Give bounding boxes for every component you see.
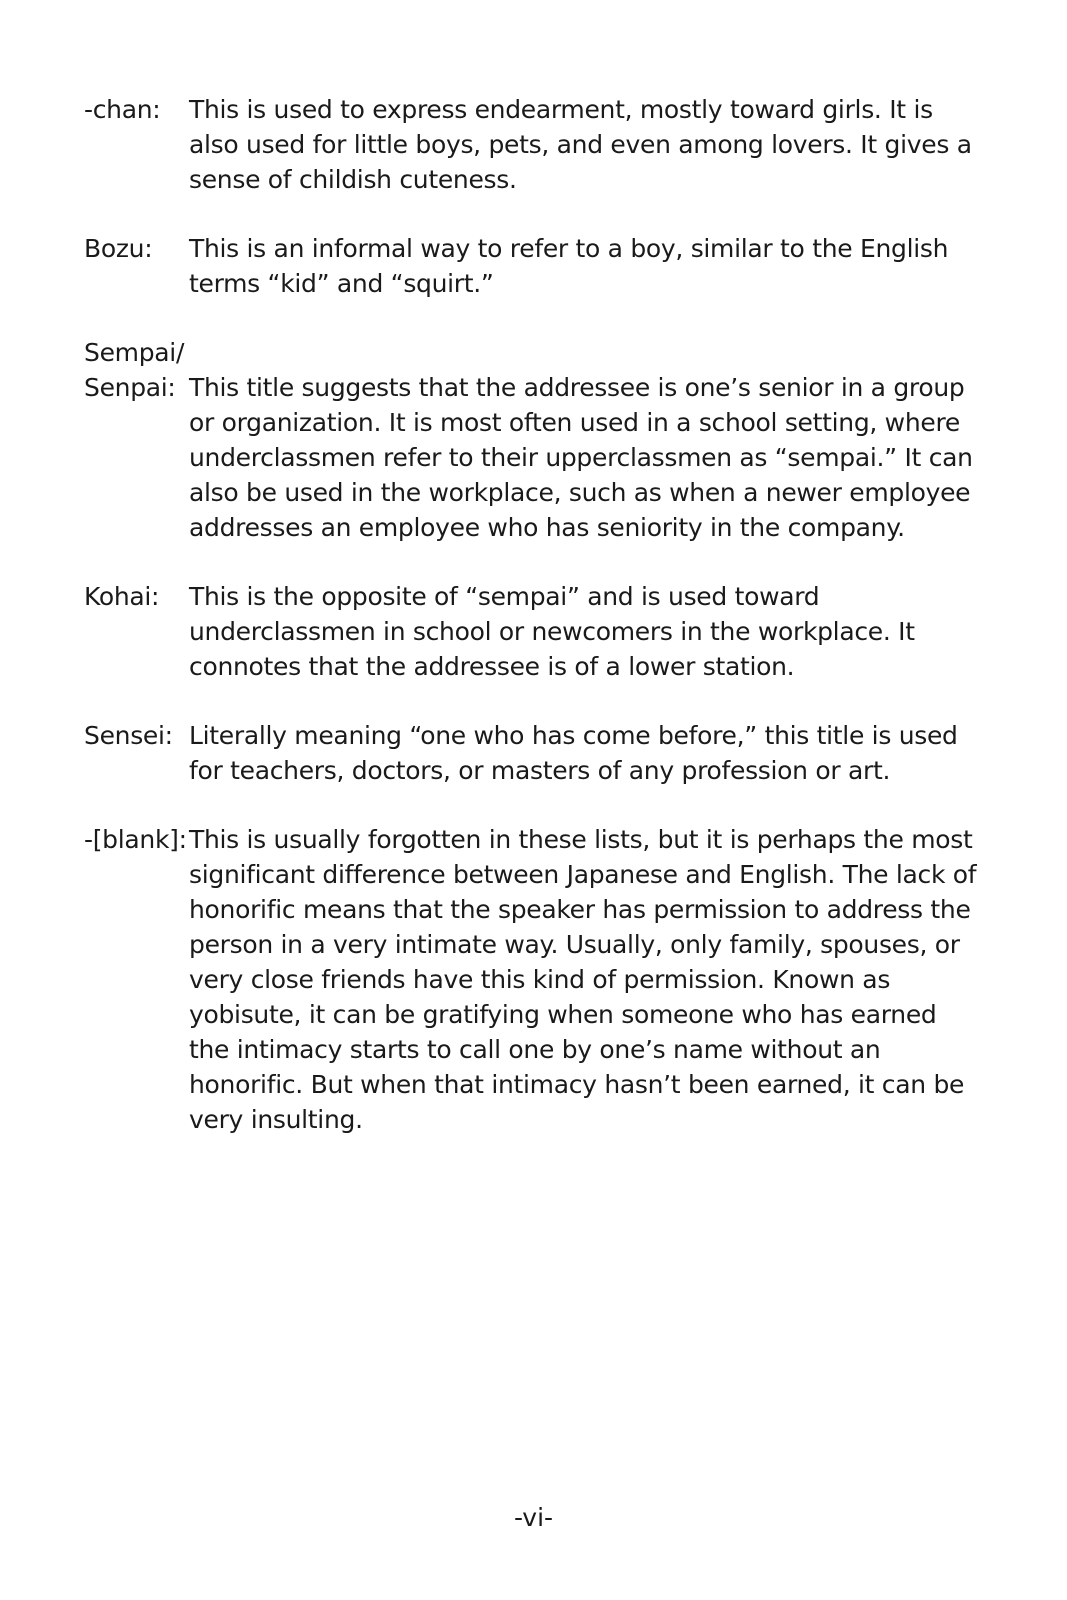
glossary-entry-sensei — [84, 718, 984, 788]
glossary-definition: This title suggests that the addressee is one’s senior in a group or organization. It is most often used in a school setting, where underclassmen refer to their upperclassmen as “sempai.” It can also be used in the workplace, such as when a newer employee addresses an employee who has seniority in the company. — [189, 373, 973, 542]
glossary-term: -chan: — [84, 95, 161, 124]
glossary-term: Senpai: — [84, 373, 176, 402]
glossary-term: Bozu: — [84, 234, 153, 263]
glossary-entry-senpai — [84, 335, 984, 545]
glossary-term: Sensei: — [84, 721, 173, 750]
glossary-entry-blank — [84, 822, 984, 1137]
glossary-entry-kohai — [84, 579, 984, 684]
glossary-entry-bozu — [84, 231, 984, 301]
glossary-definition: Literally meaning “one who has come before,” this title is used for teachers, doctors, or masters of any profession or art. — [189, 721, 958, 785]
glossary-definition: This is the opposite of “sempai” and is used toward underclassmen in school or newcomers in the workplace. It connotes that the addressee is of a lower station. — [189, 582, 915, 681]
glossary-term: -[blank]: — [84, 825, 187, 854]
glossary-term: Kohai: — [84, 582, 160, 611]
glossary-definition: This is used to express endearment, mostly toward girls. It is also used for little boys, pets, and even among lovers. It gives a sense of childish cuteness. — [189, 95, 972, 194]
page-number: -vi- — [513, 1503, 554, 1532]
glossary-entry-chan — [84, 92, 984, 197]
glossary-definition: This is usually forgotten in these lists, but it is perhaps the most significant difference between Japanese and English. The lack of honorific means that the speaker has permission to address the person in a very intimate way. Usually, only family, spouses, or very close friends have this kind of permission. Known as yobisute, it can be gratifying when someone who has earned the intimacy starts to call one by one’s name without an honorific. But when that intimacy hasn’t been earned, it can be very insulting. — [189, 825, 977, 1134]
glossary-term-alt: Sempai/ — [84, 338, 185, 367]
glossary-definition: This is an informal way to refer to a boy, similar to the English terms “kid” and “squirt.” — [189, 234, 949, 298]
honorifics-glossary — [84, 92, 984, 1171]
